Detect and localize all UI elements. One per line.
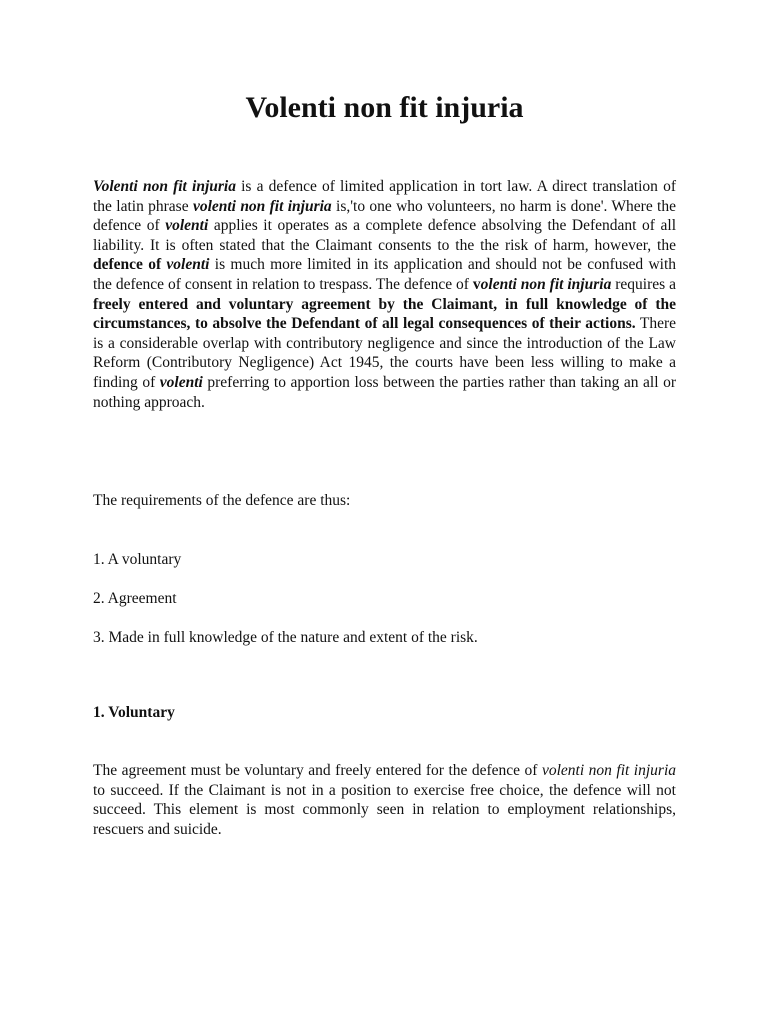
requirement-item: 2. Agreement xyxy=(93,590,177,607)
section-text: to succeed. If the Claimant is not in a position to exercise free choice, the defence will not succeed. This element is most commonly seen in relation to employment relationships, rescuers and suicide. xyxy=(93,781,676,838)
requirement-item: 1. A voluntary xyxy=(93,551,182,568)
latin-phrase-emphasis: volenti xyxy=(166,256,210,274)
intro-text: requires a xyxy=(611,275,676,293)
bold-text: v xyxy=(472,275,481,293)
intro-paragraph xyxy=(93,177,676,412)
section-text: The agreement must be voluntary and freely entered for the defence of xyxy=(93,762,542,779)
latin-phrase-emphasis: Volenti non fit injuria xyxy=(93,178,236,195)
section-paragraph xyxy=(93,761,676,839)
latin-phrase-emphasis: volenti non fit injuria xyxy=(192,197,332,215)
requirements-lead: The requirements of the defence are thus: xyxy=(93,492,351,509)
latin-phrase-emphasis: volenti xyxy=(165,217,209,235)
bold-text: defence of xyxy=(93,256,167,274)
intro-text: applies it operates as a complete defence absolving the Defendant of all liability. It is often stated that the Claimant consents to the the risk of harm, however, the xyxy=(93,217,676,254)
latin-phrase-emphasis: volenti xyxy=(159,373,203,391)
intro-text: There is a considerable overlap with contributory negligence and since the introduction of the Law Reform (Contributory Negligence) Act 1945, the courts have been less willing to make a finding of xyxy=(93,315,676,391)
section-heading: 1. Voluntary xyxy=(93,704,175,721)
intro-text: is,'to one who volunteers, no harm is done'. Where the defence of xyxy=(93,197,676,235)
document-title: Volenti non fit injuria xyxy=(245,91,524,124)
bold-text: freely entered and voluntary agreement by the Claimant, in full knowledge of the circumstances, to absolve the Defendant of all legal consequences of their actions. xyxy=(93,295,676,333)
latin-phrase-italic: volenti non fit injuria xyxy=(541,762,676,779)
intro-text: is a defence of limited application in tort law. A direct translation of the latin phrase xyxy=(93,178,676,215)
intro-text: preferring to apportion loss between the parties rather than taking an all or nothing approach. xyxy=(93,373,676,411)
latin-phrase-emphasis: olenti non fit injuria xyxy=(480,275,612,293)
requirement-item: 3. Made in full knowledge of the nature and extent of the risk. xyxy=(93,629,478,646)
intro-text: is much more limited in its application and should not be confused with the defence of consent in relation to trespass. The defence of xyxy=(93,256,676,293)
